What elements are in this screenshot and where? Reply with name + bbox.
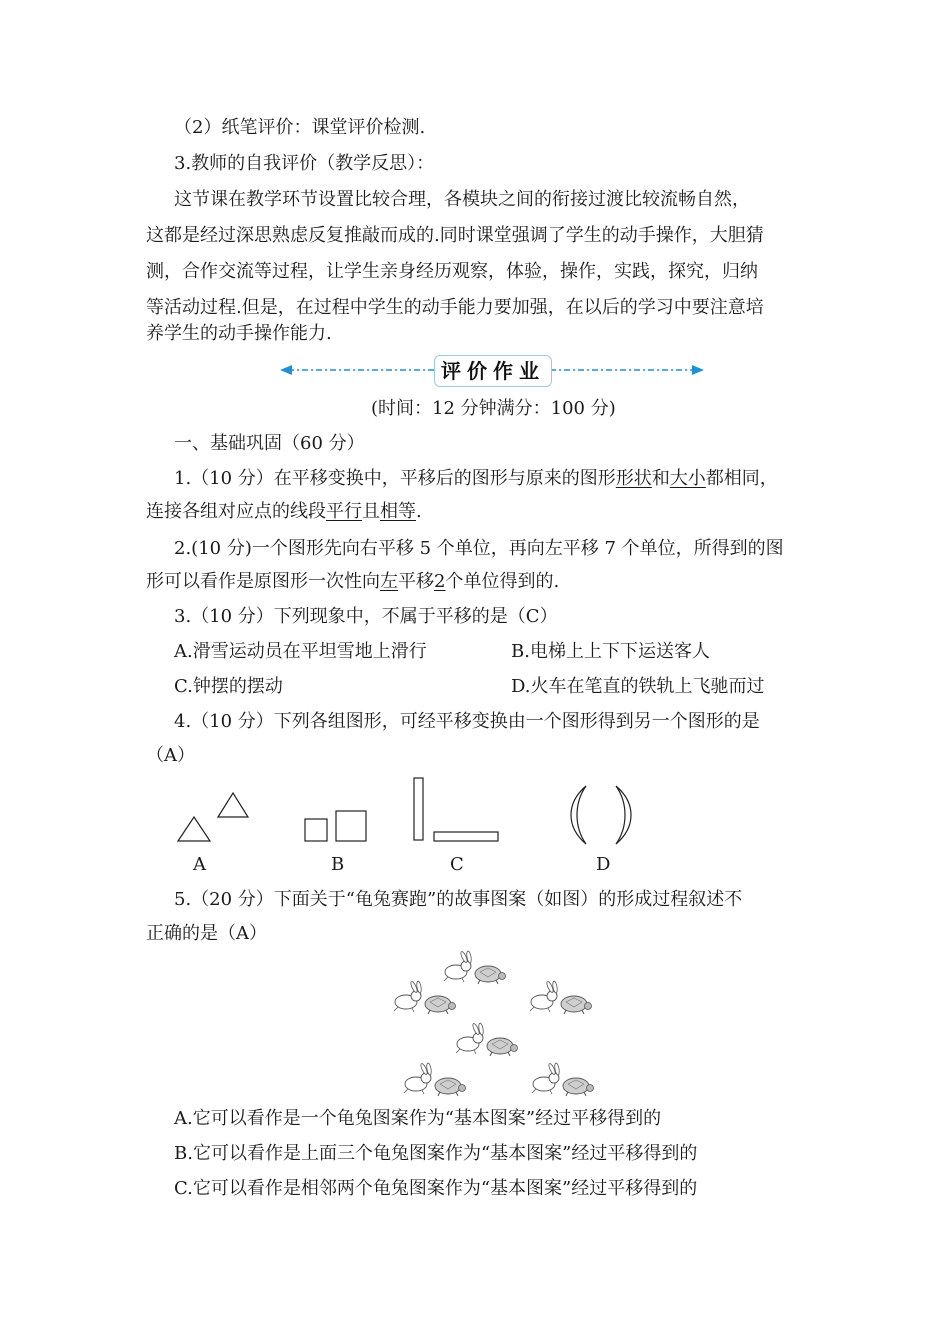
q2-text: 形可以看作是原图形一次性向 bbox=[146, 571, 380, 592]
q5-option-b: B.它可以看作是上面三个龟兔图案作为“基本图案”经过平移得到的 bbox=[174, 1143, 698, 1164]
reflection-line: 这都是经过深思熟虑反复推敲而成的.同时课堂强调了学生的动手操作，大胆猜 bbox=[146, 225, 764, 246]
question-5-answer: 正确的是（A） bbox=[146, 923, 267, 944]
tortoise-hare-motif bbox=[404, 1063, 466, 1096]
reflection-line: 这节课在教学环节设置比较合理，各模块之间的衔接过渡比较流畅自然， bbox=[174, 189, 750, 210]
q3-option-a: A.滑雪运动员在平坦雪地上滑行 bbox=[174, 641, 427, 662]
q1-text: 1.（10 分）在平移变换中，平移后的图形与原来的图形 bbox=[174, 468, 616, 489]
banner-title: 评价作业 bbox=[434, 355, 552, 387]
tortoise-hare-motif bbox=[530, 981, 592, 1014]
tortoise-hare-pattern bbox=[380, 948, 600, 1100]
q1-text: 都相同， bbox=[705, 468, 778, 489]
q3-option-d: D.火车在笔直的铁轨上飞驰而过 bbox=[511, 676, 765, 697]
q1-answer-blank: 平行 bbox=[326, 501, 362, 522]
q5-option-c: C.它可以看作是相邻两个龟兔图案作为“基本图案”经过平移得到的 bbox=[174, 1178, 698, 1199]
question-4-stem: 4.（10 分）下列各组图形，可经平移变换由一个图形得到另一个图形的是 bbox=[174, 711, 760, 732]
question-2-line-2 bbox=[146, 570, 559, 594]
q4-figure-label-b: B bbox=[331, 854, 345, 875]
tortoise-hare-motif bbox=[444, 951, 506, 984]
q2-answer-blank: 2 bbox=[434, 571, 446, 592]
figure-b-squares bbox=[305, 811, 366, 841]
question-5-stem: 5.（20 分）下面关于“龟兔赛跑”的故事图案（如图）的形成过程叙述不 bbox=[174, 889, 743, 910]
q2-text: 个单位得到的. bbox=[445, 571, 560, 592]
q1-text: 和 bbox=[651, 468, 670, 489]
q2-text: 平移 bbox=[398, 571, 434, 592]
q1-text: 且 bbox=[362, 501, 380, 522]
tortoise-hare-motif bbox=[394, 981, 456, 1014]
q4-figure-label-a: A bbox=[193, 854, 206, 875]
question-1-line-1 bbox=[174, 467, 778, 491]
reflection-line: 测，合作交流等过程，让学生亲身经历观察，体验，操作，实践，探究，归纳 bbox=[146, 261, 758, 282]
q4-figure-label-d: D bbox=[596, 854, 611, 875]
q5-option-a: A.它可以看作是一个龟兔图案作为“基本图案”经过平移得到的 bbox=[174, 1108, 662, 1129]
question-3-stem: 3.（10 分）下列现象中，不属于平移的是（C） bbox=[174, 606, 558, 627]
tortoise-hare-motif bbox=[456, 1023, 518, 1056]
q3-option-c: C.钟摆的摆动 bbox=[174, 676, 283, 697]
question-4-answer: （A） bbox=[146, 745, 195, 766]
time-info: (时间：12 分钟满分：100 分) bbox=[371, 398, 616, 419]
figure-d-crescents bbox=[571, 786, 631, 844]
q1-answer-blank: 形状 bbox=[615, 468, 652, 489]
tortoise-hare-motif bbox=[532, 1063, 594, 1096]
q1-text: 连接各组对应点的线段 bbox=[146, 501, 326, 522]
question-2-line-1: 2.(10 分)一个图形先向右平移 5 个单位，再向左平移 7 个单位，所得到的图 bbox=[174, 538, 784, 559]
q1-answer-blank: 大小 bbox=[669, 468, 706, 489]
homework-banner bbox=[278, 352, 706, 388]
q1-text: . bbox=[416, 501, 422, 522]
q2-answer-blank: 左 bbox=[380, 571, 398, 592]
eval-item-3: 3.教师的自我评价（教学反思）： bbox=[174, 153, 435, 174]
question-1-line-2 bbox=[146, 500, 422, 524]
reflection-line: 养学生的动手操作能力. bbox=[146, 323, 332, 344]
q3-option-b: B.电梯上上下下运送客人 bbox=[511, 641, 710, 662]
q4-figure-label-c: C bbox=[450, 854, 464, 875]
part-1-heading: 一、基础巩固（60 分） bbox=[174, 433, 365, 454]
eval-item-2: （2）纸笔评价：课堂评价检测. bbox=[174, 117, 426, 138]
figure-a-triangles bbox=[178, 793, 248, 841]
q1-answer-blank: 相等 bbox=[380, 501, 416, 522]
figure-c-rectangles bbox=[414, 778, 498, 841]
q4-figures bbox=[170, 775, 660, 847]
reflection-line: 等活动过程.但是，在过程中学生的动手能力要加强，在以后的学习中要注意培 bbox=[146, 297, 764, 318]
